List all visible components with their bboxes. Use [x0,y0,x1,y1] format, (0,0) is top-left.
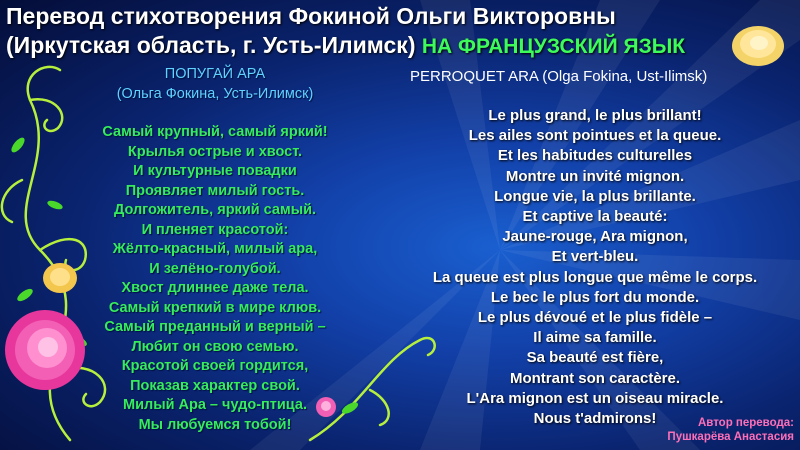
translation-line: L'Ara mignon est un oiseau miracle. [466,389,724,407]
original-line: Жёлто-красный, милый ара, [112,241,318,257]
original-line: И зелёно-голубой. [149,260,281,277]
original-line: Самый крупный, самый яркий! [102,124,328,140]
translation-line: Et les habitudes culturelles [497,147,693,165]
original-line: Мы любуемся тобой! [138,416,292,433]
translation-line: Et vert-bleu. [551,248,639,266]
translation-line: Montre un invité mignon. [505,167,685,185]
translation-line: La queue est plus longue que même le corps. [432,268,758,286]
slide-title [6,2,796,61]
translation-line: Il aime sa famille. [533,329,657,347]
original-line: Долгожитель, яркий самый. [113,202,317,218]
translation-line: Montrant son caractère. [509,369,681,387]
original-line: Самый крепкий в мире клюв. [108,299,322,316]
translator-credit [667,417,794,444]
translation-heading: PERROQUET ARA (Olga Fokina, Ust-Ilimsk) [410,68,708,85]
translation-line: Le plus dévoué et le plus fidèle – [477,309,713,327]
original-line: И пленяет красотой: [141,221,289,238]
translation-line: Et captive la beauté: [522,208,668,226]
original-poem [55,65,375,435]
original-line: Милый Ара – чудо-птица. [122,397,307,413]
credit-label: Автор перевода: [697,417,794,429]
title-line-1: Перевод стихотворения Фокиной Ольги Викторовны [6,3,616,29]
translation-line: Nous t'admirons! [533,410,657,428]
original-line: Показав характер свой. [130,377,300,394]
translation-line: Le plus grand, le plus brillant! [488,107,702,124]
original-line: Самый преданный и верный – [104,319,326,335]
title-line-2 [6,31,796,61]
title-region: (Иркутская область, г. Усть-Илимск) [6,32,416,58]
original-line: Крылья острые и хвост. [127,143,303,160]
translated-poem [395,106,795,429]
original-subheading: (Ольга Фокина, Усть-Илимск) [116,85,314,102]
original-line: Красотой своей гордится, [121,358,309,374]
translation-line: Les ailes sont pointues et la queue. [468,127,722,145]
translation-line: Longue vie, la plus brillante. [494,187,696,205]
original-heading: ПОПУГАЙ АРА [164,66,266,82]
title-accent: НА ФРАНЦУЗСКИЙ ЯЗЫК [421,35,686,58]
translation-line: Sa beauté est fière, [526,349,664,367]
original-line: Проявляет милый гость. [125,182,305,199]
translation-line: Le bec le plus fort du monde. [490,288,700,306]
original-line: Любит он свою семью. [131,338,299,355]
original-line: И культурные повадки [133,163,297,179]
original-line: Хвост длиннее даже тела. [121,280,309,296]
translation-line: Jaune-rouge, Ara mignon, [502,228,688,246]
credit-name: Пушкарёва Анастасия [667,430,794,443]
